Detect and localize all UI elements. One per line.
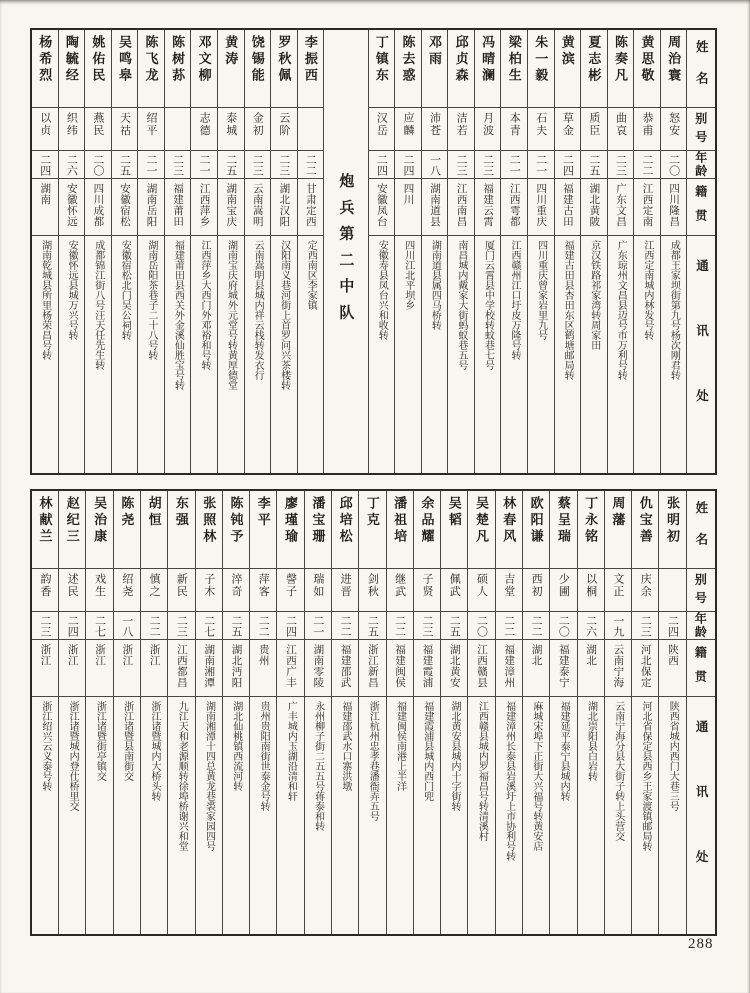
person-age-cell: 二四 bbox=[277, 611, 303, 639]
person-native-cell: 湖北沔阳 bbox=[223, 639, 249, 696]
person-column bbox=[58, 30, 85, 473]
person-address-cell: 浙江诸暨城内大桥头转 bbox=[141, 696, 167, 934]
person-name-cell: 吴韬 bbox=[446, 496, 462, 530]
person-age-cell: 二二 bbox=[634, 150, 660, 178]
person-native-cell: 安徽怀远 bbox=[59, 178, 85, 235]
person-name-cell: 周治寰 bbox=[666, 35, 682, 85]
person-column bbox=[195, 491, 222, 934]
row-labels-column bbox=[686, 491, 715, 934]
person-column bbox=[631, 491, 658, 934]
person-native-cell: 江西定南 bbox=[634, 178, 660, 235]
person-alias-cell: 沛苍 bbox=[422, 107, 448, 150]
person-native-cell: 浙江 bbox=[141, 639, 167, 696]
person-native-cell: 福建霞浦 bbox=[414, 639, 440, 696]
person-address-cell: 陕西省城内西门大巷三号 bbox=[659, 696, 685, 934]
person-column bbox=[467, 491, 494, 934]
person-native-cell: 四川重庆 bbox=[528, 178, 554, 235]
person-address-cell: 江西萍乡大西门外邓裕和号转 bbox=[191, 235, 217, 473]
person-column bbox=[217, 30, 244, 473]
person-address-cell: 湖北崇阳县白岩转 bbox=[578, 696, 604, 934]
person-age-cell: 二四 bbox=[59, 611, 85, 639]
person-address-cell: 福建闽侯南港上半洋 bbox=[387, 696, 413, 934]
person-name-cell: 赵纪三 bbox=[64, 496, 80, 546]
person-address-cell: 江西定南城内林发号转 bbox=[634, 235, 660, 473]
person-native-cell: 四川成都 bbox=[85, 178, 111, 235]
person-alias-cell: 织纬 bbox=[59, 107, 85, 150]
person-column bbox=[527, 30, 554, 473]
person-address-cell: 成都王家坝街第九号杨次刚君转 bbox=[661, 235, 687, 473]
person-age-cell: 二四 bbox=[32, 150, 58, 178]
person-age-cell: 二一 bbox=[191, 150, 217, 178]
person-alias-cell: 泰城 bbox=[218, 107, 244, 150]
person-address-cell: 浙江诸暨县南街交 bbox=[114, 696, 140, 934]
person-age-cell: 二五 bbox=[112, 150, 138, 178]
person-native-cell: 福建古田 bbox=[555, 178, 581, 235]
person-column bbox=[440, 491, 467, 934]
person-address-cell: 麻城宋埠下正街大兴福号转黄安店 bbox=[523, 696, 549, 934]
person-native-cell: 江西萍乡 bbox=[191, 178, 217, 235]
person-age-cell: 二〇 bbox=[85, 150, 111, 178]
person-native-cell: 四川隆昌 bbox=[661, 178, 687, 235]
person-address-cell: 安徽宿松北门吴公祠转 bbox=[112, 235, 138, 473]
row-labels-column bbox=[686, 30, 715, 473]
person-alias-cell: 天祜 bbox=[112, 107, 138, 150]
person-alias-cell: 以贞 bbox=[32, 107, 58, 150]
person-alias-cell: 硕人 bbox=[468, 568, 494, 611]
person-age-cell: 二三 bbox=[632, 611, 658, 639]
person-native-cell: 浙江 bbox=[32, 639, 58, 696]
person-alias-cell bbox=[298, 107, 324, 150]
person-alias-cell: 庆余 bbox=[632, 568, 658, 611]
person-native-cell: 四川 bbox=[395, 178, 421, 235]
person-age-cell: 二五 bbox=[441, 611, 467, 639]
person-native-cell: 云南嵩明 bbox=[245, 178, 271, 235]
person-native-cell: 江西广丰 bbox=[277, 639, 303, 696]
person-address-cell: 湖北黄安县城内十字街转 bbox=[441, 696, 467, 934]
row-label-name: 姓名 bbox=[694, 39, 709, 103]
person-name-cell: 朱一毅 bbox=[533, 35, 549, 85]
person-column bbox=[304, 491, 331, 934]
person-age-cell: 二三 bbox=[414, 611, 440, 639]
person-age-cell: 二五 bbox=[581, 150, 607, 178]
person-name-cell: 仇宝善 bbox=[637, 496, 653, 546]
person-age-cell: 二二 bbox=[332, 611, 358, 639]
person-native-cell: 江西雩都 bbox=[501, 178, 527, 235]
person-name-cell: 潘祖培 bbox=[392, 496, 408, 546]
person-alias-cell: 志德 bbox=[191, 107, 217, 150]
person-alias-cell: 怒安 bbox=[661, 107, 687, 150]
person-column bbox=[297, 30, 324, 473]
person-address-cell: 浙江诸暨城内登仕桥里交 bbox=[59, 696, 85, 934]
person-native-cell: 浙江 bbox=[86, 639, 112, 696]
person-address-cell: 湖北仙桃镇西流河转 bbox=[223, 696, 249, 934]
person-alias-cell: 西初 bbox=[523, 568, 549, 611]
person-address-cell: 九江天和老源顺转徐埠桥谢兴和堂 bbox=[168, 696, 194, 934]
person-native-cell: 浙江新昌 bbox=[359, 639, 385, 696]
person-name-cell: 李平 bbox=[255, 496, 271, 530]
person-column bbox=[32, 491, 58, 934]
person-address-cell: 浙江杭州忠孝巷潘衙弄五号 bbox=[359, 696, 385, 934]
roster-table-bottom bbox=[30, 489, 717, 936]
person-native-cell: 福建泰宁 bbox=[550, 639, 576, 696]
person-column bbox=[222, 491, 249, 934]
person-age-cell: 二二 bbox=[298, 150, 324, 178]
person-native-cell: 江西都昌 bbox=[168, 639, 194, 696]
person-name-cell: 欧阳谦 bbox=[528, 496, 544, 546]
person-age-cell: 二四 bbox=[659, 611, 685, 639]
person-alias-cell bbox=[165, 107, 191, 150]
person-name-cell: 冯晴澜 bbox=[480, 35, 496, 85]
person-name-cell: 邱培松 bbox=[337, 496, 353, 546]
person-name-cell: 陶毓经 bbox=[63, 35, 79, 85]
person-address-cell: 湖南宝庆府城外元堂号转黄厚德堂 bbox=[218, 235, 244, 473]
person-name-cell: 蔡呈瑞 bbox=[555, 496, 571, 546]
person-name-cell: 丁镇东 bbox=[373, 35, 389, 85]
person-alias-cell: 燕民 bbox=[85, 107, 111, 150]
person-age-cell: 二三 bbox=[475, 150, 501, 178]
person-alias-cell: 吉堂 bbox=[496, 568, 522, 611]
person-name-cell: 夏志彬 bbox=[586, 35, 602, 85]
person-address-cell: 浙江绍兴云义泰号转 bbox=[32, 696, 58, 934]
person-address-cell: 永州柳子街二五五号蒋泰和转 bbox=[305, 696, 331, 934]
person-alias-cell: 汉岳 bbox=[369, 107, 395, 150]
person-age-cell: 一八 bbox=[114, 611, 140, 639]
person-native-cell: 广东文昌 bbox=[608, 178, 634, 235]
person-name-cell: 邓雨 bbox=[427, 35, 443, 69]
person-column bbox=[500, 30, 527, 473]
person-age-cell: 二七 bbox=[86, 611, 112, 639]
person-address-cell: 南昌城内戴家大街蚂蚁巷五号 bbox=[448, 235, 474, 473]
person-address-cell: 湖南乾城县所里杨荣昌号转 bbox=[32, 235, 58, 473]
person-column bbox=[58, 491, 85, 934]
person-alias-cell: 戏生 bbox=[86, 568, 112, 611]
person-address-cell: 福建莆田县西关外金溪仙胜宝号转 bbox=[165, 235, 191, 473]
person-name-cell: 陈飞龙 bbox=[143, 35, 159, 85]
person-alias-cell: 恭甫 bbox=[634, 107, 660, 150]
person-age-cell: 二一 bbox=[528, 150, 554, 178]
person-native-cell: 贵州 bbox=[250, 639, 276, 696]
person-column bbox=[167, 491, 194, 934]
person-native-cell: 江西南昌 bbox=[448, 178, 474, 235]
person-age-cell: 二五 bbox=[359, 611, 385, 639]
person-native-cell: 甘肃定西 bbox=[298, 178, 324, 235]
person-alias-cell: 韵香 bbox=[32, 568, 58, 611]
person-column bbox=[85, 491, 112, 934]
person-name-cell: 陈奏凡 bbox=[612, 35, 628, 85]
person-name-cell: 黄滨 bbox=[559, 35, 575, 69]
person-alias-cell: 继武 bbox=[387, 568, 413, 611]
person-name-cell: 黄思敬 bbox=[639, 35, 655, 85]
person-native-cell: 云南宁海 bbox=[605, 639, 631, 696]
person-name-cell: 张明初 bbox=[664, 496, 680, 546]
person-age-cell: 二四 bbox=[395, 150, 421, 178]
person-native-cell: 湖南岳阳 bbox=[138, 178, 164, 235]
person-age-cell: 二二 bbox=[250, 611, 276, 639]
person-alias-cell: 以桐 bbox=[578, 568, 604, 611]
person-name-cell: 丁克 bbox=[364, 496, 380, 530]
person-age-cell: 二三 bbox=[32, 611, 58, 639]
person-name-cell: 丁永铭 bbox=[583, 496, 599, 546]
person-native-cell: 湖南湘潭 bbox=[196, 639, 222, 696]
person-age-cell: 二三 bbox=[271, 150, 297, 178]
person-column bbox=[244, 30, 271, 473]
person-column bbox=[554, 30, 581, 473]
person-column bbox=[577, 491, 604, 934]
person-name-cell: 陈去惑 bbox=[400, 35, 416, 85]
person-column bbox=[32, 30, 58, 473]
person-age-cell: 二二 bbox=[387, 611, 413, 639]
person-address-cell: 福建古田县杏田东区鹤塘邮局转 bbox=[555, 235, 581, 473]
person-native-cell: 湖北 bbox=[578, 639, 604, 696]
row-label-native: 籍贯 bbox=[687, 178, 715, 235]
person-native-cell: 福建闽侯 bbox=[387, 639, 413, 696]
person-column bbox=[658, 491, 685, 934]
person-name-cell: 黄涛 bbox=[223, 35, 239, 69]
person-age-cell: 二三 bbox=[448, 150, 474, 178]
person-alias-cell: 述民 bbox=[59, 568, 85, 611]
unit-title: 炮兵第二中队 bbox=[337, 172, 354, 331]
person-alias-cell: 绍尧 bbox=[114, 568, 140, 611]
person-column bbox=[84, 30, 111, 473]
person-alias-cell: 绍平 bbox=[138, 107, 164, 150]
person-column bbox=[607, 30, 634, 473]
person-column bbox=[660, 30, 687, 473]
roster-table-top bbox=[30, 28, 717, 475]
person-name-cell: 陈树荪 bbox=[170, 35, 186, 85]
person-native-cell: 河北保定 bbox=[632, 639, 658, 696]
person-address-cell: 福建漳州长泰县岩溪圩上市协利号转 bbox=[496, 696, 522, 934]
person-address-cell: 广东琼州文昌县迈号市万利号转 bbox=[608, 235, 634, 473]
person-alias-cell: 淬奇 bbox=[223, 568, 249, 611]
person-column bbox=[633, 30, 660, 473]
person-column bbox=[276, 491, 303, 934]
person-column bbox=[111, 30, 138, 473]
person-age-cell: 二三 bbox=[168, 611, 194, 639]
person-alias-cell bbox=[659, 568, 685, 611]
person-column bbox=[331, 491, 358, 934]
person-name-cell: 姚佑民 bbox=[90, 35, 106, 85]
person-age-cell: 二五 bbox=[218, 150, 244, 178]
person-address-cell: 京汉铁路祁家湾转周家田 bbox=[581, 235, 607, 473]
person-native-cell: 福建邵武 bbox=[332, 639, 358, 696]
person-alias-cell: 质臣 bbox=[581, 107, 607, 150]
person-age-cell: 二一 bbox=[501, 150, 527, 178]
person-native-cell: 陕西 bbox=[659, 639, 685, 696]
person-address-cell: 江西赣州江口圩皮万隆号转 bbox=[501, 235, 527, 473]
person-name-cell: 陈钝予 bbox=[228, 496, 244, 546]
person-column bbox=[113, 491, 140, 934]
person-native-cell: 安徽凤台 bbox=[369, 178, 395, 235]
person-column bbox=[368, 30, 395, 473]
person-name-cell: 张照林 bbox=[201, 496, 217, 546]
person-address-cell: 四川重庆曾家岩里九号 bbox=[528, 235, 554, 473]
person-age-cell: 二三 bbox=[245, 150, 271, 178]
person-native-cell: 浙江 bbox=[59, 639, 85, 696]
person-column bbox=[358, 491, 385, 934]
person-name-cell: 罗秋佩 bbox=[276, 35, 292, 85]
page-number: 288 bbox=[688, 936, 714, 952]
person-address-cell: 安徽寿县凤台兴和收转 bbox=[369, 235, 395, 473]
person-alias-cell: 子木 bbox=[196, 568, 222, 611]
person-age-cell: 二六 bbox=[578, 611, 604, 639]
person-name-cell: 李振西 bbox=[302, 35, 318, 85]
person-name-cell: 吴治康 bbox=[92, 496, 108, 546]
person-name-cell: 邱贞森 bbox=[453, 35, 469, 85]
person-column bbox=[270, 30, 297, 473]
person-alias-cell: 萍客 bbox=[250, 568, 276, 611]
person-name-cell: 廖瑾瑜 bbox=[283, 496, 299, 546]
person-age-cell: 二四 bbox=[555, 150, 581, 178]
person-age-cell: 二〇 bbox=[550, 611, 576, 639]
person-name-cell: 林献兰 bbox=[37, 496, 53, 546]
person-address-cell: 福建邵武水口寨洪墩 bbox=[332, 696, 358, 934]
person-native-cell: 湖北黄安 bbox=[441, 639, 467, 696]
person-alias-cell: 本青 bbox=[501, 107, 527, 150]
person-native-cell: 湖北 bbox=[523, 639, 549, 696]
person-age-cell: 一九 bbox=[605, 611, 631, 639]
row-label-address: 通讯处 bbox=[687, 235, 715, 473]
person-column bbox=[249, 491, 276, 934]
person-native-cell: 福建漳州 bbox=[496, 639, 522, 696]
person-name-cell: 杨希烈 bbox=[37, 35, 53, 85]
person-alias-cell: 文正 bbox=[605, 568, 631, 611]
person-column bbox=[164, 30, 191, 473]
person-name-cell: 潘宝珊 bbox=[310, 496, 326, 546]
person-alias-cell: 謦子 bbox=[277, 568, 303, 611]
person-alias-cell: 瑞如 bbox=[305, 568, 331, 611]
person-column bbox=[140, 491, 167, 934]
person-column bbox=[137, 30, 164, 473]
person-age-cell: 二三 bbox=[165, 150, 191, 178]
person-alias-cell: 慎之 bbox=[141, 568, 167, 611]
person-alias-cell: 少圃 bbox=[550, 568, 576, 611]
row-label-alias: 别号 bbox=[687, 107, 715, 150]
person-column bbox=[386, 491, 413, 934]
person-native-cell: 江西赣县 bbox=[468, 639, 494, 696]
person-alias-cell: 云阶 bbox=[271, 107, 297, 150]
unit-title-column bbox=[323, 30, 367, 473]
person-column bbox=[394, 30, 421, 473]
person-address-cell: 云南嵩明县城内祥云栈转发衣行 bbox=[245, 235, 271, 473]
person-name-cell: 梁柏生 bbox=[506, 35, 522, 85]
person-alias-cell: 石夫 bbox=[528, 107, 554, 150]
person-native-cell: 浙江 bbox=[114, 639, 140, 696]
person-address-cell: 厦门云霄县中学校转蚊巷七号 bbox=[475, 235, 501, 473]
person-native-cell: 湖北汉阳 bbox=[271, 178, 297, 235]
person-name-cell: 吴楚凡 bbox=[474, 496, 490, 546]
person-name-cell: 饶锡能 bbox=[249, 35, 265, 85]
person-alias-cell: 进晋 bbox=[332, 568, 358, 611]
person-column bbox=[413, 491, 440, 934]
person-native-cell: 湖南道县 bbox=[422, 178, 448, 235]
person-address-cell: 成都锦江街八号汪天任先生转 bbox=[85, 235, 111, 473]
person-column bbox=[190, 30, 217, 473]
person-name-cell: 胡恒 bbox=[146, 496, 162, 530]
person-native-cell: 湖南 bbox=[32, 178, 58, 235]
person-alias-cell: 草金 bbox=[555, 107, 581, 150]
person-age-cell: 二七 bbox=[196, 611, 222, 639]
person-column bbox=[604, 491, 631, 934]
person-age-cell: 一八 bbox=[422, 150, 448, 178]
row-label-address: 通讯处 bbox=[687, 696, 715, 934]
person-native-cell: 湖南零陵 bbox=[305, 639, 331, 696]
person-address-cell: 贵州贵阳南街世泰金号转 bbox=[250, 696, 276, 934]
person-age-cell: 二〇 bbox=[661, 150, 687, 178]
person-alias-cell: 佩武 bbox=[441, 568, 467, 611]
person-column bbox=[421, 30, 448, 473]
person-column bbox=[447, 30, 474, 473]
person-name-cell: 吴鸣皋 bbox=[116, 35, 132, 85]
row-label-native: 籍贯 bbox=[687, 639, 715, 696]
person-native-cell: 湖北黄陂 bbox=[581, 178, 607, 235]
person-native-cell: 福建云霄 bbox=[475, 178, 501, 235]
person-age-cell: 二二 bbox=[523, 611, 549, 639]
person-alias-cell: 月波 bbox=[475, 107, 501, 150]
person-age-cell: 二二 bbox=[141, 611, 167, 639]
person-column bbox=[495, 491, 522, 934]
person-native-cell: 湖南宝庆 bbox=[218, 178, 244, 235]
person-address-cell: 江西赣县城内罗福昌号转清溪村 bbox=[468, 696, 494, 934]
row-label-alias: 别号 bbox=[687, 568, 715, 611]
person-address-cell: 福建延平泰宁县城内转 bbox=[550, 696, 576, 934]
person-address-cell: 福建霞浦县城内西门兜 bbox=[414, 696, 440, 934]
person-name-cell: 林春风 bbox=[501, 496, 517, 546]
person-alias-cell: 曲哀 bbox=[608, 107, 634, 150]
person-column bbox=[522, 491, 549, 934]
person-age-cell: 二一 bbox=[305, 611, 331, 639]
person-address-cell: 湖南岳阳茶巷子二十八号转 bbox=[138, 235, 164, 473]
person-name-cell: 东强 bbox=[173, 496, 189, 530]
person-address-cell: 汉阳南义巷河街上首罗问兴茶楼转 bbox=[271, 235, 297, 473]
person-alias-cell: 剑秋 bbox=[359, 568, 385, 611]
person-age-cell: 二五 bbox=[223, 611, 249, 639]
row-label-age: 年龄 bbox=[687, 611, 715, 639]
person-address-cell: 定西南区李家镇 bbox=[298, 235, 324, 473]
person-name-cell: 陈尧 bbox=[119, 496, 135, 530]
person-address-cell: 湖南湘潭十四总黄龙巷裘家园四号 bbox=[196, 696, 222, 934]
person-name-cell: 余品耀 bbox=[419, 496, 435, 546]
person-address-cell: 四川江北平坝乡 bbox=[395, 235, 421, 473]
person-age-cell: 二一 bbox=[138, 150, 164, 178]
person-alias-cell: 子贤 bbox=[414, 568, 440, 611]
person-column bbox=[474, 30, 501, 473]
person-alias-cell: 应麟 bbox=[395, 107, 421, 150]
person-name-cell: 周藩 bbox=[610, 496, 626, 530]
person-address-cell: 湖南道县属四马桥转 bbox=[422, 235, 448, 473]
person-address-cell: 安徽怀远县城万兴号转 bbox=[59, 235, 85, 473]
person-native-cell: 安徽宿松 bbox=[112, 178, 138, 235]
person-alias-cell: 新民 bbox=[168, 568, 194, 611]
person-address-cell: 浙江诸暨街亭镇交 bbox=[86, 696, 112, 934]
person-name-cell: 邓文柳 bbox=[196, 35, 212, 85]
person-native-cell: 福建莆田 bbox=[165, 178, 191, 235]
row-label-name: 姓名 bbox=[693, 500, 708, 564]
person-alias-cell: 金初 bbox=[245, 107, 271, 150]
person-age-cell: 二三 bbox=[608, 150, 634, 178]
person-address-cell: 广丰城内玉湖沿清和轩 bbox=[277, 696, 303, 934]
person-alias-cell: 洁若 bbox=[448, 107, 474, 150]
person-address-cell: 河北省保定县西乡王家渡镇邮局转 bbox=[632, 696, 658, 934]
person-age-cell: 二〇 bbox=[468, 611, 494, 639]
person-age-cell: 二二 bbox=[496, 611, 522, 639]
person-column bbox=[580, 30, 607, 473]
person-age-cell: 二四 bbox=[369, 150, 395, 178]
person-address-cell: 云南宁海分县大街子转上头营交 bbox=[605, 696, 631, 934]
row-label-age: 年龄 bbox=[687, 150, 715, 178]
person-age-cell: 二六 bbox=[59, 150, 85, 178]
person-column bbox=[549, 491, 576, 934]
